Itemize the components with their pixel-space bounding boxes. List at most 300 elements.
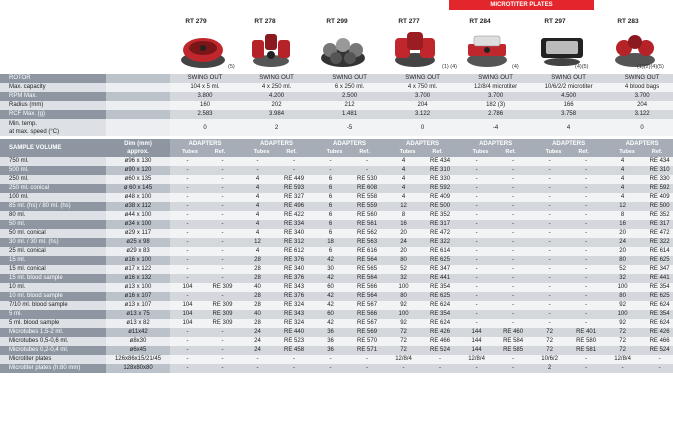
dimension: ø8x30 bbox=[106, 337, 170, 346]
adapters-label: ADAPTERS bbox=[333, 141, 367, 147]
tubes-ref-label: Tubes Ref. bbox=[182, 149, 226, 155]
table-row bbox=[0, 283, 673, 292]
spec-value: 204 bbox=[605, 101, 673, 110]
microtiter-plates-ribbon: MICROTITER PLATES bbox=[449, 0, 594, 10]
tube-count: 24 bbox=[605, 238, 640, 247]
note-rt283: (1)(2)(4)(5) bbox=[637, 64, 664, 70]
adapter-ref: RE 343 bbox=[275, 310, 313, 319]
rotor-rt299-image bbox=[318, 28, 368, 72]
tube-count: - bbox=[532, 274, 567, 283]
adapter-ref: RE 354 bbox=[640, 283, 673, 292]
tube-count: 6 bbox=[313, 220, 348, 229]
spec-value: 204 bbox=[386, 101, 459, 110]
dimension: ø34 x 100 bbox=[106, 220, 170, 229]
table-row bbox=[0, 211, 673, 220]
spec-value: 212 bbox=[313, 101, 386, 110]
sample-volume: 750 ml. bbox=[0, 157, 106, 166]
sample-volume: 30 ml. / 30 ml. (hs) bbox=[0, 238, 106, 247]
tube-count: 72 bbox=[605, 346, 640, 355]
tube-count: - bbox=[170, 256, 205, 265]
tube-count: 4 bbox=[386, 157, 421, 166]
table-row bbox=[0, 346, 673, 355]
adapter-ref: RE 466 bbox=[421, 337, 459, 346]
adapter-ref: RE 625 bbox=[421, 256, 459, 265]
spec-value: 4.500 bbox=[532, 92, 605, 101]
sample-volume: 250 ml. conical bbox=[0, 184, 106, 193]
spec-value: SWING OUT bbox=[605, 74, 673, 83]
adapter-ref: - bbox=[567, 193, 605, 202]
spec-dim bbox=[106, 101, 170, 110]
tube-count: - bbox=[532, 238, 567, 247]
adapter-ref: RE 334 bbox=[275, 220, 313, 229]
adapter-ref: RE 496 bbox=[275, 202, 313, 211]
adapter-ref: RE 592 bbox=[421, 184, 459, 193]
tube-count: 104 bbox=[170, 301, 205, 310]
adapter-ref: - bbox=[494, 238, 532, 247]
tube-count: 4 bbox=[605, 193, 640, 202]
dimension: ø6x45 bbox=[106, 346, 170, 355]
tube-count: 80 bbox=[605, 292, 640, 301]
tube-count: - bbox=[170, 184, 205, 193]
adapter-ref: RE 347 bbox=[421, 265, 459, 274]
dimension: ø16 x 100 bbox=[106, 256, 170, 265]
table-row bbox=[0, 328, 673, 337]
tube-count: 6 bbox=[313, 247, 348, 256]
dimension: ø44 x 100 bbox=[106, 211, 170, 220]
adapter-ref: RE 593 bbox=[275, 184, 313, 193]
tube-count: 18 bbox=[313, 238, 348, 247]
tubes-ref-label: Tubes Ref. bbox=[545, 149, 589, 155]
note-rt277: (1) (4) bbox=[442, 64, 457, 70]
tube-count: 4 bbox=[386, 193, 421, 202]
spec-value: 0 bbox=[170, 119, 240, 136]
tube-count: - bbox=[532, 211, 567, 220]
adapter-ref: - bbox=[494, 355, 532, 364]
tube-count: - bbox=[170, 337, 205, 346]
adapter-ref: RE 564 bbox=[348, 256, 386, 265]
sample-volume: 10 ml. bbox=[0, 283, 106, 292]
tubes-ref-label: Tubes Ref. bbox=[326, 149, 370, 155]
tube-count: 30 bbox=[313, 265, 348, 274]
tube-count: 20 bbox=[605, 247, 640, 256]
tube-count: 100 bbox=[386, 310, 421, 319]
tube-count: - bbox=[532, 310, 567, 319]
adapter-ref: - bbox=[275, 166, 313, 175]
spec-dim bbox=[106, 110, 170, 119]
dimension: 126x86x15/21/45 bbox=[106, 355, 170, 364]
model-rt277: RT 277 bbox=[398, 18, 420, 25]
adapter-ref: RE 340 bbox=[275, 265, 313, 274]
tube-count: 12/8/4 bbox=[605, 355, 640, 364]
note-rt284: (4) bbox=[512, 64, 519, 70]
tube-count: - bbox=[170, 355, 205, 364]
dimension: ø90 x 120 bbox=[106, 166, 170, 175]
adapter-ref: RE 312 bbox=[275, 238, 313, 247]
tube-count: - bbox=[459, 292, 494, 301]
spec-label: Max. capacity bbox=[0, 83, 106, 92]
spec-value: SWING OUT bbox=[532, 74, 605, 83]
tube-count: 4 bbox=[386, 184, 421, 193]
spec-value: -4 bbox=[459, 119, 532, 136]
adapter-ref: RE 449 bbox=[275, 175, 313, 184]
adapter-ref: - bbox=[421, 355, 459, 364]
adapter-ref: RE 500 bbox=[640, 202, 673, 211]
spec-label: Min. temp. at max. speed (°C) bbox=[0, 119, 106, 136]
spec-value: 2.500 bbox=[313, 92, 386, 101]
adapters-label: ADAPTERS bbox=[188, 141, 222, 147]
tube-count: 144 bbox=[459, 337, 494, 346]
table-row bbox=[0, 175, 673, 184]
tube-count: 20 bbox=[605, 229, 640, 238]
table-row bbox=[0, 355, 673, 364]
adapter-ref: RE 523 bbox=[275, 337, 313, 346]
tube-count: - bbox=[170, 238, 205, 247]
note-rt279: (5) bbox=[228, 64, 235, 70]
adapter-ref: - bbox=[567, 355, 605, 364]
tube-count: 20 bbox=[386, 229, 421, 238]
spec-value: 3.984 bbox=[240, 110, 313, 119]
tube-count: - bbox=[532, 283, 567, 292]
table-row bbox=[0, 193, 673, 202]
adapter-ref: - bbox=[567, 292, 605, 301]
adapter-ref: RE 458 bbox=[275, 346, 313, 355]
dimension: ø60 x 135 bbox=[106, 175, 170, 184]
adapters-label: ADAPTERS bbox=[625, 141, 659, 147]
tube-count: - bbox=[170, 202, 205, 211]
tube-count: 80 bbox=[386, 256, 421, 265]
adapter-ref: RE 624 bbox=[640, 319, 673, 328]
dimension: ø13 x 75 bbox=[106, 310, 170, 319]
adapter-ref: - bbox=[494, 364, 532, 373]
adapter-ref: - bbox=[205, 292, 240, 301]
tube-count: - bbox=[170, 265, 205, 274]
adapters-header bbox=[386, 139, 459, 157]
tube-count: 42 bbox=[313, 319, 348, 328]
spec-value: 4 bbox=[532, 119, 605, 136]
specification-table bbox=[0, 74, 673, 373]
adapter-ref: RE 409 bbox=[421, 193, 459, 202]
adapter-ref: RE 608 bbox=[348, 184, 386, 193]
tubes-ref-label: Tubes Ref. bbox=[472, 149, 516, 155]
adapter-ref: - bbox=[275, 157, 313, 166]
adapter-ref: RE 560 bbox=[348, 211, 386, 220]
adapter-ref: - bbox=[567, 283, 605, 292]
adapter-ref: - bbox=[640, 355, 673, 364]
adapter-ref: RE 624 bbox=[640, 301, 673, 310]
adapter-ref: - bbox=[494, 220, 532, 229]
spec-dim bbox=[106, 74, 170, 83]
adapter-ref: RE 614 bbox=[421, 247, 459, 256]
tube-count: 32 bbox=[605, 274, 640, 283]
adapter-ref: - bbox=[348, 166, 386, 175]
table-row bbox=[0, 157, 673, 166]
adapter-ref: - bbox=[567, 364, 605, 373]
spec-value: 3.700 bbox=[386, 92, 459, 101]
tube-count: 40 bbox=[240, 283, 275, 292]
model-rt299: RT 299 bbox=[326, 18, 348, 25]
adapter-ref: RE 500 bbox=[421, 202, 459, 211]
tube-count: 6 bbox=[313, 184, 348, 193]
adapter-ref: RE 322 bbox=[421, 238, 459, 247]
adapter-ref: RE 581 bbox=[567, 346, 605, 355]
tube-count: 10/6/2 bbox=[532, 355, 567, 364]
dimension: ø13 x 82 bbox=[106, 319, 170, 328]
tube-count: 100 bbox=[605, 310, 640, 319]
tube-count: 72 bbox=[532, 328, 567, 337]
tube-count: 72 bbox=[386, 337, 421, 346]
tube-count: - bbox=[459, 220, 494, 229]
adapter-ref: RE 322 bbox=[640, 238, 673, 247]
adapter-ref: RE 327 bbox=[275, 193, 313, 202]
spec-value: 3.800 bbox=[170, 92, 240, 101]
sample-volume: 50 ml. bbox=[0, 220, 106, 229]
spec-value: SWING OUT bbox=[459, 74, 532, 83]
spec-value: 4 x 750 ml. bbox=[386, 83, 459, 92]
adapter-ref: - bbox=[567, 265, 605, 274]
spec-label: RPM Max. bbox=[0, 92, 106, 101]
tube-count: 24 bbox=[386, 238, 421, 247]
adapter-ref: RE 472 bbox=[640, 229, 673, 238]
adapter-ref: - bbox=[494, 193, 532, 202]
adapter-ref: - bbox=[348, 364, 386, 373]
tube-count: 92 bbox=[386, 301, 421, 310]
tube-count: 4 bbox=[240, 211, 275, 220]
adapter-ref: - bbox=[205, 328, 240, 337]
adapter-ref: - bbox=[205, 274, 240, 283]
adapter-ref: RE 566 bbox=[348, 310, 386, 319]
tube-count: 100 bbox=[386, 283, 421, 292]
tube-count: - bbox=[313, 364, 348, 373]
adapter-ref: - bbox=[494, 292, 532, 301]
tube-count: 6 bbox=[313, 229, 348, 238]
adapter-ref: - bbox=[205, 355, 240, 364]
adapter-ref: RE 585 bbox=[494, 346, 532, 355]
adapter-ref: RE 624 bbox=[421, 319, 459, 328]
adapter-ref: RE 309 bbox=[205, 310, 240, 319]
spec-value: 2.786 bbox=[459, 110, 532, 119]
sample-volume: 15 ml. blood sample bbox=[0, 274, 106, 283]
tube-count: 104 bbox=[170, 310, 205, 319]
adapter-ref: - bbox=[567, 274, 605, 283]
adapter-ref: - bbox=[275, 355, 313, 364]
rotor-rt279-image bbox=[178, 28, 228, 72]
rotor-rt284-image bbox=[462, 28, 512, 72]
tube-count: 4 bbox=[386, 166, 421, 175]
adapter-ref: RE 352 bbox=[421, 211, 459, 220]
sample-volume: Microtiter plates bbox=[0, 355, 106, 364]
spec-dim bbox=[106, 83, 170, 92]
sample-volume: 25 ml. conical bbox=[0, 247, 106, 256]
adapter-ref: - bbox=[275, 364, 313, 373]
adapter-ref: RE 566 bbox=[348, 283, 386, 292]
adapter-ref: - bbox=[205, 256, 240, 265]
tube-count: 4 bbox=[605, 157, 640, 166]
tube-count: - bbox=[532, 256, 567, 265]
tube-count: - bbox=[459, 265, 494, 274]
adapter-ref: RE 309 bbox=[205, 283, 240, 292]
tube-count: - bbox=[313, 355, 348, 364]
tube-count: - bbox=[532, 193, 567, 202]
adapter-ref: - bbox=[205, 247, 240, 256]
adapter-ref: RE 569 bbox=[348, 328, 386, 337]
tube-count: - bbox=[459, 310, 494, 319]
table-row bbox=[0, 319, 673, 328]
spec-value: 3.758 bbox=[532, 110, 605, 119]
table-row bbox=[0, 301, 673, 310]
spec-value: 0 bbox=[386, 119, 459, 136]
tube-count: 92 bbox=[605, 319, 640, 328]
tube-count: 42 bbox=[313, 301, 348, 310]
tube-count: 144 bbox=[459, 328, 494, 337]
tube-count: 104 bbox=[170, 319, 205, 328]
adapter-ref: RE 530 bbox=[348, 175, 386, 184]
adapter-ref: RE 354 bbox=[421, 310, 459, 319]
tube-count: - bbox=[459, 229, 494, 238]
adapter-ref: RE 441 bbox=[640, 274, 673, 283]
tube-count: 40 bbox=[240, 310, 275, 319]
tube-count: 80 bbox=[605, 256, 640, 265]
tube-count: 92 bbox=[386, 319, 421, 328]
spec-row bbox=[0, 101, 673, 110]
adapters-header bbox=[240, 139, 313, 157]
sample-volume: 500 ml. bbox=[0, 166, 106, 175]
adapter-ref: - bbox=[567, 229, 605, 238]
tube-count: - bbox=[532, 157, 567, 166]
tube-count: 4 bbox=[240, 247, 275, 256]
dimension: ø11x42 bbox=[106, 328, 170, 337]
tube-count: 4 bbox=[605, 166, 640, 175]
table-row bbox=[0, 292, 673, 301]
adapter-ref: - bbox=[421, 364, 459, 373]
adapter-ref: RE 376 bbox=[275, 256, 313, 265]
tube-count: 32 bbox=[386, 274, 421, 283]
tube-count: 4 bbox=[240, 229, 275, 238]
adapter-ref: RE 317 bbox=[421, 220, 459, 229]
sample-volume: 5 ml. bbox=[0, 310, 106, 319]
tube-count: - bbox=[170, 229, 205, 238]
adapter-ref: RE 376 bbox=[275, 274, 313, 283]
adapter-ref: - bbox=[567, 166, 605, 175]
dim-header: Dim (mm) approx. bbox=[106, 139, 170, 157]
tube-count: - bbox=[459, 247, 494, 256]
tube-count: - bbox=[170, 166, 205, 175]
adapters-label: ADAPTERS bbox=[260, 141, 294, 147]
spec-value: 182 (3) bbox=[459, 101, 532, 110]
adapter-ref: RE 354 bbox=[421, 283, 459, 292]
table-row bbox=[0, 256, 673, 265]
tube-count: 4 bbox=[240, 220, 275, 229]
adapter-ref: - bbox=[494, 301, 532, 310]
adapter-ref: - bbox=[205, 211, 240, 220]
adapter-ref: RE 562 bbox=[348, 229, 386, 238]
tube-count: 2 bbox=[532, 364, 567, 373]
sample-volume: 85 ml. (hs) / 80 ml. (hs) bbox=[0, 202, 106, 211]
adapter-ref: - bbox=[567, 220, 605, 229]
adapter-ref: - bbox=[567, 202, 605, 211]
sample-volume: Microtubes 0,2-0,4 ml. bbox=[0, 346, 106, 355]
dimension: ø48 x 100 bbox=[106, 193, 170, 202]
tube-count: 72 bbox=[532, 346, 567, 355]
rotor-rt278-image bbox=[246, 28, 296, 72]
adapter-ref: - bbox=[567, 310, 605, 319]
tube-count: - bbox=[459, 202, 494, 211]
note-rt297: (4)(5) bbox=[575, 64, 589, 70]
tube-count: - bbox=[532, 292, 567, 301]
adapter-ref: RE 340 bbox=[275, 229, 313, 238]
tube-count: - bbox=[532, 319, 567, 328]
adapter-ref: RE 309 bbox=[205, 301, 240, 310]
tube-count: - bbox=[459, 211, 494, 220]
tube-count: - bbox=[459, 301, 494, 310]
tube-count: - bbox=[459, 157, 494, 166]
adapter-ref: - bbox=[567, 319, 605, 328]
tube-count: - bbox=[532, 265, 567, 274]
tube-count: 6 bbox=[313, 211, 348, 220]
tube-count: - bbox=[240, 355, 275, 364]
adapter-ref: - bbox=[205, 220, 240, 229]
spec-dim bbox=[106, 119, 170, 136]
tube-count: - bbox=[459, 274, 494, 283]
adapter-ref: RE 324 bbox=[275, 319, 313, 328]
tube-count: 42 bbox=[313, 256, 348, 265]
adapter-ref: RE 343 bbox=[275, 283, 313, 292]
adapter-ref: RE 558 bbox=[348, 193, 386, 202]
tube-count: 4 bbox=[240, 175, 275, 184]
adapter-ref: - bbox=[494, 319, 532, 328]
tube-count: 28 bbox=[240, 265, 275, 274]
model-rt283: RT 283 bbox=[617, 18, 639, 25]
adapters-header bbox=[313, 139, 386, 157]
adapter-ref: RE 324 bbox=[275, 301, 313, 310]
sample-volume: Microtubes 1,5-2 ml. bbox=[0, 328, 106, 337]
sample-volume: 15 ml. conical bbox=[0, 265, 106, 274]
tube-count: - bbox=[240, 364, 275, 373]
spec-row bbox=[0, 110, 673, 119]
adapter-ref: - bbox=[494, 247, 532, 256]
adapter-ref: RE 570 bbox=[348, 337, 386, 346]
tube-count: - bbox=[532, 166, 567, 175]
tube-count: 20 bbox=[386, 247, 421, 256]
sample-volume: Microtiter plates (h:80 mm) bbox=[0, 364, 106, 373]
tube-count: - bbox=[313, 166, 348, 175]
sample-volume-header: SAMPLE VOLUME bbox=[0, 139, 106, 157]
spec-value: 2 bbox=[240, 119, 313, 136]
dimension: ø25 x 98 bbox=[106, 238, 170, 247]
tube-count: 80 bbox=[386, 292, 421, 301]
adapter-ref: RE 472 bbox=[421, 229, 459, 238]
sample-volume: 10 ml. blood sample bbox=[0, 292, 106, 301]
tube-count: 4 bbox=[605, 184, 640, 193]
tube-count: 12 bbox=[386, 202, 421, 211]
adapter-ref: RE 376 bbox=[275, 292, 313, 301]
tube-count: 52 bbox=[605, 265, 640, 274]
dimension: ø 60 x 145 bbox=[106, 184, 170, 193]
spec-value: 160 bbox=[170, 101, 240, 110]
tube-count: - bbox=[170, 157, 205, 166]
spec-value: SWING OUT bbox=[170, 74, 240, 83]
spec-value: 4 blood bags bbox=[605, 83, 673, 92]
dimension: ø13 x 100 bbox=[106, 283, 170, 292]
tube-count: 72 bbox=[532, 337, 567, 346]
adapter-ref: - bbox=[205, 238, 240, 247]
adapter-ref: RE 614 bbox=[640, 247, 673, 256]
spec-value: 3.700 bbox=[605, 92, 673, 101]
adapter-ref: - bbox=[567, 238, 605, 247]
adapter-ref: RE 567 bbox=[348, 301, 386, 310]
model-rt297: RT 297 bbox=[544, 18, 566, 25]
spec-value: 166 bbox=[532, 101, 605, 110]
adapter-ref: RE 466 bbox=[640, 337, 673, 346]
